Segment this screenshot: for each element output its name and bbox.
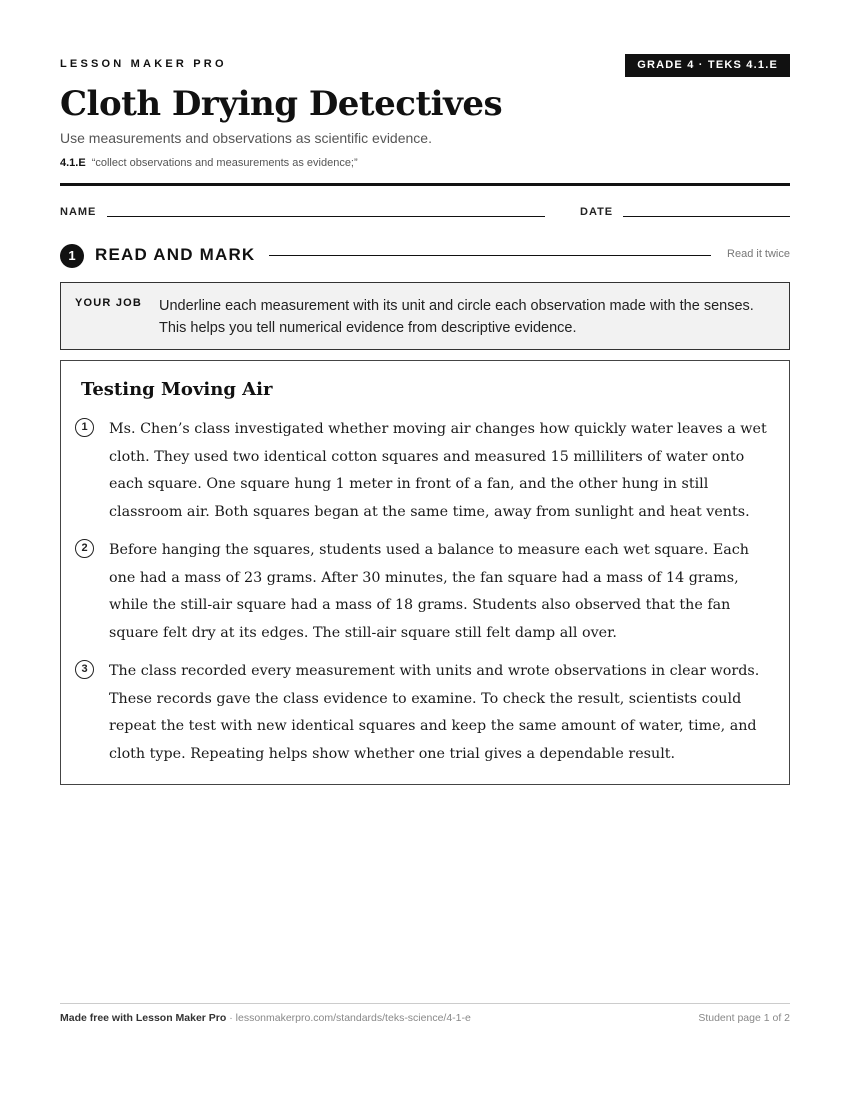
paragraph-number: 2 <box>75 539 94 558</box>
reading-passage-box <box>60 360 790 785</box>
page-title: Cloth Drying Detectives <box>60 84 503 124</box>
name-label: NAME <box>60 206 97 218</box>
date-label: DATE <box>580 206 614 218</box>
grade-badge: GRADE 4 · TEKS 4.1.E <box>625 54 790 77</box>
passage-paragraph <box>75 658 775 768</box>
section-note: Read it twice <box>727 248 790 260</box>
date-field[interactable] <box>623 216 790 217</box>
footer-credit <box>60 1012 471 1024</box>
worksheet-page <box>60 0 790 1100</box>
passage-title: Testing Moving Air <box>81 379 273 400</box>
name-field[interactable] <box>107 216 545 217</box>
job-label: YOUR JOB <box>75 297 143 309</box>
paragraph-text: Before hanging the squares, students used a balance to measure each wet square. Each one had a mass of 23 grams. After 30 minutes, the fan square had a mass of 14 grams, while the still-air square had a mass of 18 grams. Students also observed that the fan square felt dry at its edges. The still-air square still felt damp all over. <box>109 542 750 641</box>
passage-paragraph <box>75 537 775 647</box>
step-number-badge: 1 <box>60 244 84 268</box>
section-title: READ AND MARK <box>95 245 256 264</box>
section-header <box>60 243 790 269</box>
footer-made-with: Made free with Lesson Maker Pro <box>60 1012 227 1024</box>
footer-separator: · <box>226 1012 236 1024</box>
paragraph-text: The class recorded every measurement with units and wrote observations in clear words. These records gave the class evidence to examine. To check the result, scientists could repeat the test with new identical squares and keep the same amount of water, time, and cloth type. Repeating helps show whether one trial gives a dependable result. <box>109 663 760 762</box>
paragraph-text: Ms. Chen’s class investigated whether moving air changes how quickly water leaves a wet cloth. They used two identical cotton squares and measured 15 milliliters of water onto each square. One square hung 1 meter in front of a fan, and the other hung in still classroom air. Both squares began at the same time, away from sunlight and heat vents. <box>109 421 767 520</box>
your-job-box <box>60 282 790 350</box>
paragraph-number: 3 <box>75 660 94 679</box>
name-date-row <box>60 204 790 220</box>
section-divider <box>269 255 711 256</box>
footer-url[interactable]: lessonmakerpro.com/standards/teks-science/4-1-e <box>235 1012 471 1024</box>
footer-page-number: Student page 1 of 2 <box>698 1012 790 1024</box>
passage-paragraph <box>75 416 775 526</box>
paragraph-number: 1 <box>75 418 94 437</box>
header-divider <box>60 183 790 186</box>
standard-text: “collect observations and measurements as evidence;” <box>91 157 358 169</box>
page-subtitle: Use measurements and observations as scientific evidence. <box>60 130 432 146</box>
brand-name: LESSON MAKER PRO <box>60 58 227 70</box>
standard-line <box>60 157 358 169</box>
job-instructions: Underline each measurement with its unit and circle each observation made with the senses. This helps you tell numerical evidence from descriptive evidence. <box>159 298 754 336</box>
footer-divider <box>60 1003 790 1004</box>
standard-code: 4.1.E <box>60 157 86 169</box>
